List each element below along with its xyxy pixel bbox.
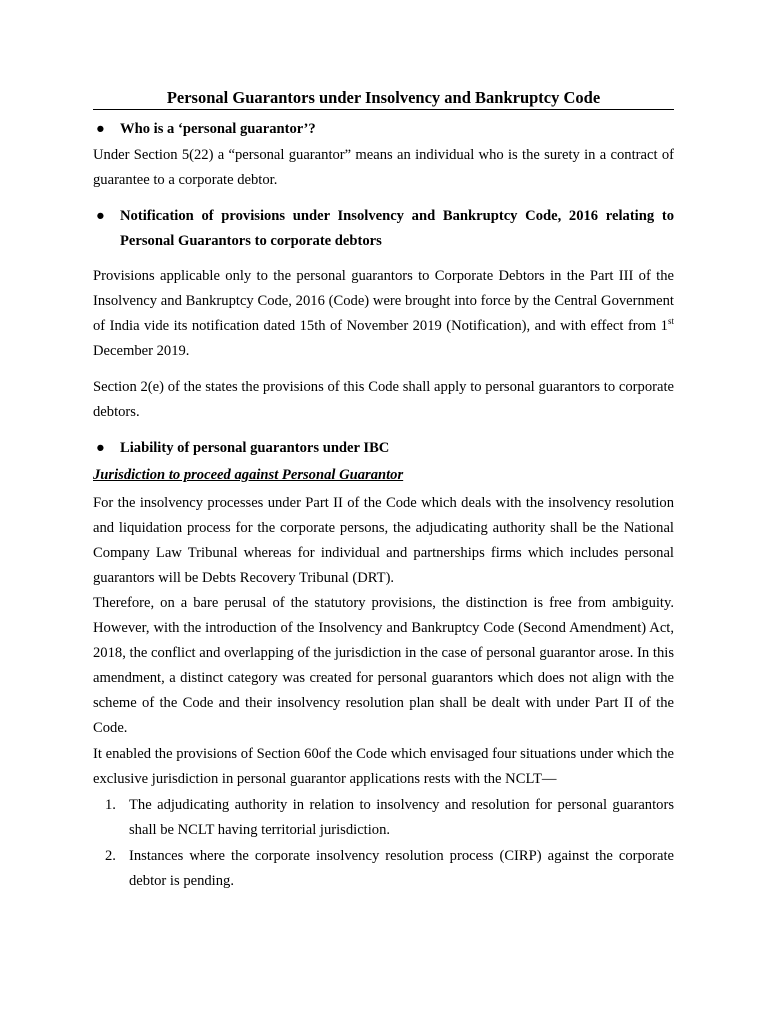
paragraph: For the insolvency processes under Part II of the Code which deals with the insolvency resolution and liquidation process for the corporate persons, the adjudicating authority shall be the National Company Law Tribunal whereas for individual and partnerships firms which includes personal guarantors will be Debts Recovery Tribunal (DRT).: [93, 495, 674, 586]
paragraph: Under Section 5(22) a “personal guarantor” means an individual who is the surety in a contract of guarantee to a corporate debtor.: [93, 147, 674, 188]
section-heading-notification: [93, 204, 674, 254]
bullet-icon: ●: [96, 121, 105, 137]
document-title: Personal Guarantors under Insolvency and Bankruptcy Code: [166, 88, 601, 107]
section-heading-liability: [93, 436, 674, 461]
section-heading-text: Who is a ‘personal guarantor’?: [120, 121, 316, 137]
list-item-text: Instances where the corporate insolvency resolution process (CIRP) against the corporate debtor is pending.: [129, 848, 674, 889]
superscript: st: [667, 316, 674, 327]
bullet-icon: ●: [96, 440, 105, 456]
bullet-icon: ●: [96, 208, 105, 224]
list-item: [93, 844, 674, 894]
section-heading-text: Liability of personal guarantors under IBC: [120, 440, 390, 456]
paragraph-text: Provisions applicable only to the personal guarantors to Corporate Debtors in the Part III of the Insolvency and Bankruptcy Code, 2016 (Code) were brought into force by the Central Government of India vide its notification dated 15th of November 2019 (Notification), and with effect from 1: [93, 268, 674, 334]
list-item-text: The adjudicating authority in relation to insolvency and resolution for personal guarantors shall be NCLT having territorial jurisdiction.: [129, 797, 674, 838]
list-item: [93, 793, 674, 843]
subheading-jurisdiction: Jurisdiction to proceed against Personal Guarantor: [93, 467, 404, 483]
section-heading-text: Notification of provisions under Insolvency and Bankruptcy Code, 2016 relating to Personal Guarantors to corporate debtors: [120, 208, 674, 249]
list-marker: 2.: [105, 848, 116, 864]
section-heading-personal-guarantor-definition: [93, 117, 674, 142]
paragraph: Therefore, on a bare perusal of the statutory provisions, the distinction is free from ambiguity. However, with the introduction of the Insolvency and Bankruptcy Code (Second Amendment) Act, 2018, the conflict and overlapping of the jurisdiction in the case of personal guarantor arose. In this amendment, a distinct category was created for personal guarantors which does not align with the scheme of the Code and their insolvency resolution plan shall be dealt with under Part II of the Code.: [93, 595, 674, 736]
paragraph: [93, 264, 674, 364]
paragraph: It enabled the provisions of Section 60of the Code which envisaged four situations under which the exclusive jurisdiction in personal guarantor applications rests with the NCLT—: [93, 746, 674, 787]
list-marker: 1.: [105, 797, 116, 813]
paragraph: Section 2(e) of the states the provisions of this Code shall apply to personal guarantors to corporate debtors.: [93, 379, 674, 420]
title-underline: [93, 109, 674, 110]
paragraph-text-end: December 2019.: [93, 343, 190, 359]
